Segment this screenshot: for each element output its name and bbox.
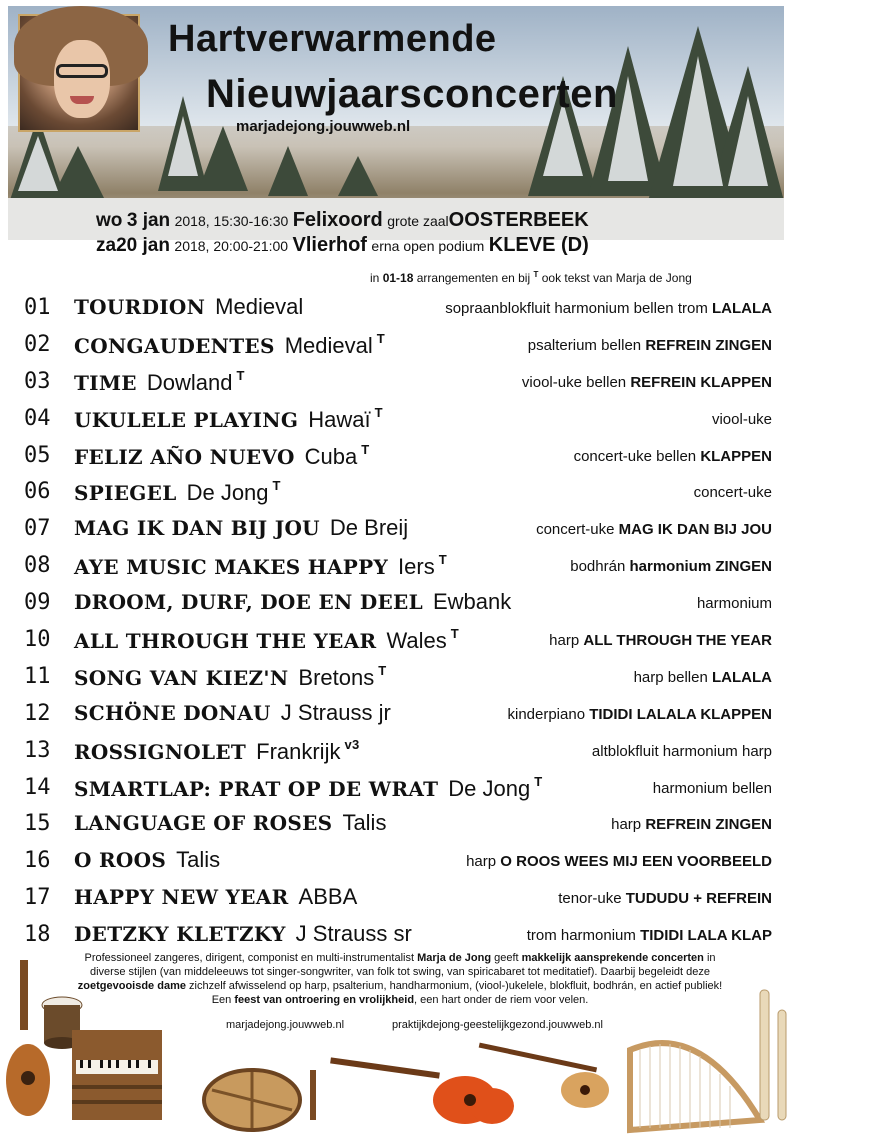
program-item <box>0 661 800 698</box>
song-origin: Frankrijk <box>256 738 341 764</box>
song-title: O ROOS Talis <box>74 847 221 873</box>
program-item <box>0 329 800 366</box>
program-number: 14 <box>24 774 51 800</box>
glasses-icon <box>56 64 108 78</box>
song-title: ALL THROUGH THE YEAR Wales $^T$ <box>74 626 460 654</box>
lyrics-mark: v3 <box>344 736 360 752</box>
song-origin: Dowland <box>146 369 233 395</box>
song-origin: Bretons <box>298 664 375 690</box>
program-number: 11 <box>24 663 51 689</box>
program-number: 08 <box>24 553 51 579</box>
lyrics-mark: T <box>376 330 385 346</box>
lyrics-mark: T <box>438 552 447 568</box>
program-number: 06 <box>24 479 51 505</box>
song-title: AYE MUSIC MAKES HAPPY Iers $^T$ <box>74 552 447 580</box>
lyrics-mark: T <box>272 478 281 494</box>
song-origin: ABBA <box>298 884 358 910</box>
program-number: 07 <box>24 516 51 542</box>
lyrics-mark: T <box>361 441 370 457</box>
song-title: HAPPY NEW YEAR ABBA <box>74 884 358 910</box>
instruments-text: tenor-uke TUDUDU + REFREIN <box>558 890 772 908</box>
program-number: 17 <box>24 885 51 911</box>
instruments-text: harmonium <box>696 595 772 613</box>
song-origin: J Strauss sr <box>295 921 412 947</box>
song-origin: Hawaï <box>308 406 371 432</box>
program-item <box>0 845 800 882</box>
instruments-text: harmonium bellen <box>652 779 772 797</box>
instruments-text: concert-uke bellen KLAPPEN <box>573 447 772 465</box>
header-website[interactable]: marjadejong.jouwweb.nl <box>236 118 411 135</box>
lyrics-mark: T <box>374 404 383 420</box>
program-item <box>0 624 800 661</box>
song-origin: Talis <box>176 847 221 873</box>
song-title: SMARTLAP: PRAT OP DE WRAT De Jong $^T$ <box>74 773 543 801</box>
program-number: 12 <box>24 700 51 726</box>
lyrics-mark: T <box>534 773 543 789</box>
program-number: 05 <box>24 442 51 468</box>
concert-date-2: za20 jan 2018, 20:00-21:00 Vlierhof erna open podium KLEVE (D) <box>96 234 589 256</box>
lyrics-mark: T <box>236 367 245 383</box>
program-item <box>0 808 800 845</box>
program-number: 09 <box>24 590 51 616</box>
harp-icon <box>630 1043 760 1130</box>
song-origin: Cuba <box>304 443 358 469</box>
instruments-text: concert-uke MAG IK DAN BIJ JOU <box>536 521 772 539</box>
instruments-text: viool-uke <box>711 410 772 428</box>
song-origin: De Jong <box>186 480 269 506</box>
instruments-text: harp O ROOS WEES MIJ EEN VOORBEELD <box>466 853 772 871</box>
bodhran-drum-icon <box>204 1070 316 1130</box>
program-item <box>0 476 800 513</box>
lyrics-mark: T <box>450 626 460 642</box>
song-title: ROSSIGNOLET Frankrijk $^{v3}$ <box>74 736 360 764</box>
about-text: Professioneel zangeres, dirigent, componist en multi-instrumentalist Marja de Jong geeft makkelijk aansprekende concerten in diverse stijlen (van middeleeuws tot singer-songwriter, van folk tot swing, van spiricabaret tot meditatief). Daarbij begeleidt deze zoetgevooisde dame zichzelf afwisselend op harp, psalterium, handharmonium, (viool-)ukelele, blokfluit, bodhrán, en actief publiek! Een feest van ontroering en vrolijkheid, een hart onder de riem voor velen. <box>77 952 723 1006</box>
song-title: DETZKY KLETZKY J Strauss sr <box>74 921 412 947</box>
instruments-text: harp REFREIN ZINGEN <box>611 816 772 834</box>
program-item <box>0 882 800 919</box>
program-item <box>0 292 800 329</box>
song-origin: Talis <box>342 810 387 836</box>
program-item <box>0 513 800 550</box>
instruments-text: concert-uke <box>693 484 772 502</box>
instruments-text: kinderpiano TIDIDI LALALA KLAPPEN <box>507 705 772 723</box>
song-origin: J Strauss jr <box>280 699 391 725</box>
program-number: 10 <box>24 627 51 653</box>
song-origin: Ewbank <box>432 589 512 615</box>
program-number: 18 <box>24 922 51 948</box>
program-number: 16 <box>24 848 51 874</box>
artist-portrait <box>18 14 140 132</box>
lyrics-mark: T <box>378 662 387 678</box>
concert-date-1: wo 3 jan 2018, 15:30-16:30 Felixoord grote zaalOOSTERBEEK <box>96 209 589 231</box>
song-title: SONG VAN KIEZ'N Bretons $^T$ <box>74 662 387 690</box>
harmonium-icon <box>72 1030 162 1120</box>
program-number: 03 <box>24 368 51 394</box>
song-title: FELIZ AÑO NUEVO Cuba $^T$ <box>74 441 370 469</box>
instruments-text: sopraanblokfluit harmonium bellen trom LALALA <box>445 300 772 317</box>
program-number: 04 <box>24 405 51 431</box>
program-number: 01 <box>24 295 51 320</box>
program-item <box>0 366 800 403</box>
program-item <box>0 772 800 809</box>
song-origin: Medieval <box>215 294 304 319</box>
song-title: CONGAUDENTES Medieval $^T$ <box>74 330 385 358</box>
footer-link-site1[interactable]: marjadejong.jouwweb.nl <box>226 1019 345 1031</box>
song-title: TIME Dowland $^T$ <box>74 367 245 395</box>
mandolin-icon <box>6 960 50 1116</box>
song-origin: Wales <box>386 628 447 654</box>
song-title: SCHÖNE DONAU J Strauss jr <box>74 699 391 725</box>
program-item <box>0 550 800 587</box>
program-number: 02 <box>24 331 51 357</box>
song-title: UKULELE PLAYING Hawaï $^T$ <box>74 404 383 432</box>
instruments-text: harp ALL THROUGH THE YEAR <box>549 632 772 650</box>
program-item <box>0 403 800 440</box>
song-title: SPIEGEL De Jong $^T$ <box>74 478 281 506</box>
title-line-2: Nieuwjaarsconcerten <box>206 72 618 116</box>
song-origin: Iers <box>398 554 435 580</box>
program-number: 13 <box>24 737 51 763</box>
song-origin: Medieval <box>284 332 373 358</box>
song-title: MAG IK DAN BIJ JOU De Breij <box>74 515 409 541</box>
instruments-text: trom harmonium TIDIDI LALA KLAP <box>526 927 772 945</box>
title-line-1: Hartverwarmende <box>168 18 497 60</box>
instruments-text: viool-uke bellen REFREIN KLAPPEN <box>521 373 772 391</box>
arrangements-note: in 01-18 arrangementen en bij $^T$ ook tekst van Marja de Jong <box>370 270 692 285</box>
program-item <box>0 735 800 772</box>
instruments-text: harp bellen LALALA <box>633 668 772 686</box>
song-title: DROOM, DURF, DOE EN DEEL Ewbank <box>74 589 512 615</box>
recorder-flute-icon <box>760 990 786 1120</box>
song-title: TOURDION Medieval <box>74 294 304 319</box>
ukulele-red-icon <box>330 1057 514 1124</box>
song-origin: De Breij <box>329 515 409 541</box>
program-item <box>0 587 800 624</box>
instruments-text: altblokfluit harmonium harp <box>591 742 772 760</box>
program-number: 15 <box>24 811 51 837</box>
header-banner <box>8 6 784 256</box>
footer-link-site2[interactable]: praktijkdejong-geestelijkgezond.jouwweb.nl <box>392 1019 603 1031</box>
instruments-text: bodhrán harmonium ZINGEN <box>570 558 772 576</box>
song-origin: De Jong <box>448 775 531 801</box>
instruments-illustration <box>0 960 800 1141</box>
program-item <box>0 698 800 735</box>
song-title: LANGUAGE OF ROSES Talis <box>74 810 387 836</box>
program-list <box>0 292 800 956</box>
instruments-text: psalterium bellen REFREIN ZINGEN <box>527 336 772 354</box>
program-item <box>0 440 800 477</box>
